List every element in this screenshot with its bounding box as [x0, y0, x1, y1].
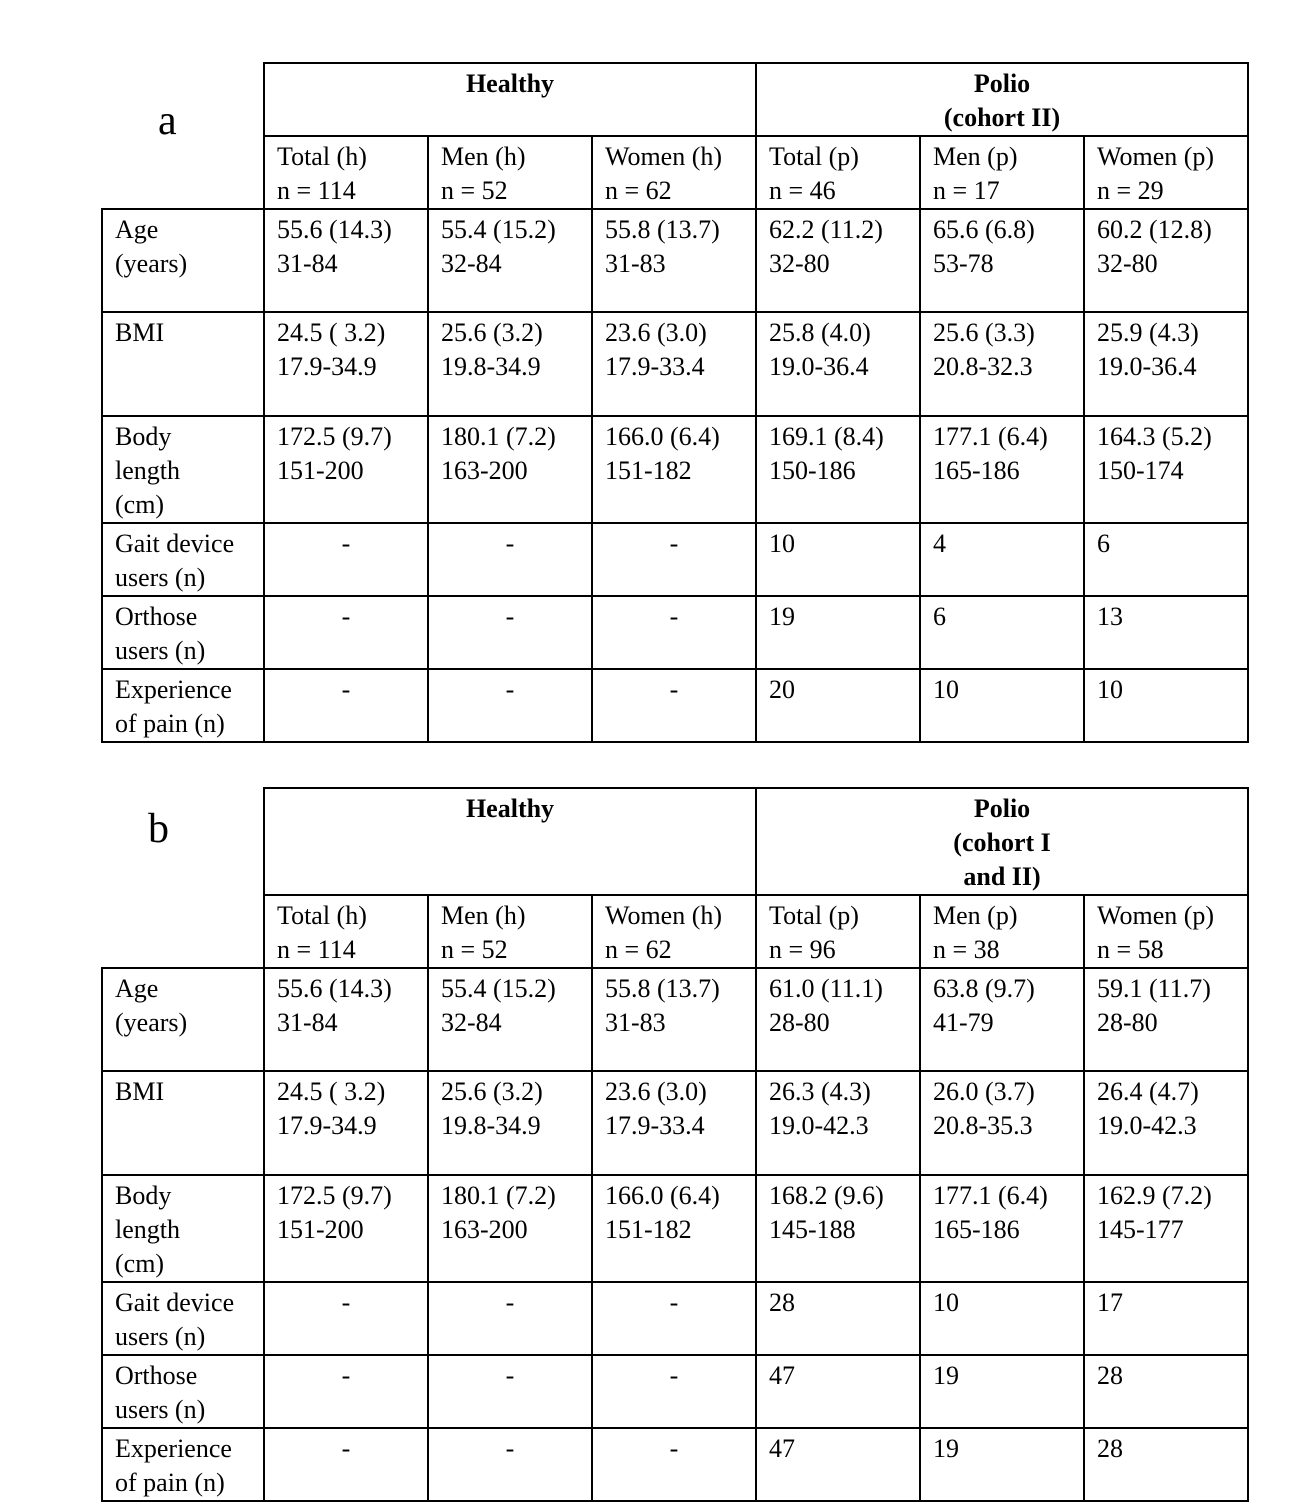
cell-line: 24.5 ( 3.2)	[277, 1077, 386, 1106]
table-cell	[920, 669, 1084, 742]
corner-cell	[102, 895, 264, 968]
row-label	[102, 669, 264, 742]
cell-line: -	[669, 602, 679, 631]
table-cell	[428, 1071, 592, 1175]
column-label: Men (h)	[441, 901, 526, 930]
cell-line: -	[669, 1361, 679, 1390]
table-cell	[264, 1175, 428, 1282]
cell-line: 19.0-42.3	[1097, 1111, 1197, 1140]
table-cell	[756, 1428, 920, 1501]
panel-letter: a	[158, 98, 177, 144]
cell-line: 20	[769, 675, 796, 704]
cell-line: 17.9-34.9	[277, 352, 377, 381]
column-n: n = 114	[277, 935, 356, 964]
cell-line: of pain (n)	[115, 709, 225, 738]
table-cell	[756, 1355, 920, 1428]
cell-line: 41-79	[933, 1008, 994, 1037]
table-cell	[592, 523, 756, 596]
cell-line: 19	[933, 1434, 960, 1463]
row-label	[102, 596, 264, 669]
table-cell	[592, 1355, 756, 1428]
cell-line: of pain (n)	[115, 1468, 225, 1497]
cell-line: 32-80	[1097, 249, 1158, 278]
cell-line: 25.9 (4.3)	[1097, 318, 1199, 347]
cell-line: 13	[1097, 602, 1124, 631]
cell-line: and II)	[963, 862, 1041, 891]
cell-line: 166.0 (6.4)	[605, 1181, 720, 1210]
cell-line: 180.1 (7.2)	[441, 1181, 556, 1210]
cell-line: 25.6 (3.2)	[441, 1077, 543, 1106]
cell-line: 6	[933, 602, 947, 631]
cell-line: 17.9-34.9	[277, 1111, 377, 1140]
table-cell	[1084, 1428, 1248, 1501]
cell-line: 25.6 (3.3)	[933, 318, 1035, 347]
row-label	[102, 1175, 264, 1282]
table-cell	[920, 1428, 1084, 1501]
table-row	[102, 596, 1248, 669]
column-header	[756, 136, 920, 209]
cell-line: 20.8-32.3	[933, 352, 1033, 381]
cell-line: Age	[115, 974, 159, 1003]
row-label	[102, 209, 264, 312]
cell-line: -	[505, 602, 515, 631]
row-label	[102, 312, 264, 416]
table-cell	[264, 523, 428, 596]
cell-line: Orthose	[115, 1361, 198, 1390]
column-label: Men (p)	[933, 901, 1018, 930]
panel-letter: b	[148, 806, 169, 852]
row-label	[102, 1071, 264, 1175]
column-header	[1084, 136, 1248, 209]
cell-line: 19.0-42.3	[769, 1111, 869, 1140]
table-cell	[592, 312, 756, 416]
cell-line: Gait device	[115, 1288, 235, 1317]
cell-line: 151-200	[277, 1215, 364, 1244]
cell-line: 180.1 (7.2)	[441, 422, 556, 451]
column-n: n = 38	[933, 935, 1000, 964]
cell-line: -	[669, 675, 679, 704]
cell-line: -	[505, 675, 515, 704]
cell-line: 165-186	[933, 1215, 1020, 1244]
cell-line: 32-80	[769, 249, 830, 278]
group-header-row	[102, 63, 1248, 136]
cell-line: 19.0-36.4	[1097, 352, 1197, 381]
table-cell	[428, 968, 592, 1071]
column-header	[428, 895, 592, 968]
cell-line: 150-174	[1097, 456, 1184, 485]
cell-line: 163-200	[441, 1215, 528, 1244]
table-cell	[428, 209, 592, 312]
column-header	[920, 895, 1084, 968]
cell-line: 26.0 (3.7)	[933, 1077, 1035, 1106]
table-cell	[920, 1175, 1084, 1282]
cell-line: 172.5 (9.7)	[277, 422, 392, 451]
cell-line: 17.9-33.4	[605, 1111, 705, 1140]
table-cell	[592, 596, 756, 669]
demographics-table	[101, 62, 1249, 743]
column-n: n = 52	[441, 176, 508, 205]
cell-line: Body	[115, 1181, 172, 1210]
cell-line: -	[669, 1288, 679, 1317]
cell-line: Age	[115, 215, 159, 244]
cell-line: 172.5 (9.7)	[277, 1181, 392, 1210]
cell-line: 19	[769, 602, 796, 631]
table-row	[102, 416, 1248, 523]
cell-line: 150-186	[769, 456, 856, 485]
column-n: n = 58	[1097, 935, 1164, 964]
table-cell	[264, 968, 428, 1071]
table-cell	[1084, 312, 1248, 416]
cell-line: Gait device	[115, 529, 235, 558]
table-cell	[756, 1175, 920, 1282]
table-cell	[920, 968, 1084, 1071]
cell-line: 26.4 (4.7)	[1097, 1077, 1199, 1106]
column-header	[428, 136, 592, 209]
cell-line: 19.8-34.9	[441, 1111, 541, 1140]
cell-line: 10	[933, 675, 960, 704]
cell-line: 63.8 (9.7)	[933, 974, 1035, 1003]
table-cell	[264, 669, 428, 742]
cell-line: 55.6 (14.3)	[277, 215, 392, 244]
cell-line: 28-80	[1097, 1008, 1158, 1037]
table-cell	[756, 596, 920, 669]
table-cell	[428, 312, 592, 416]
column-n: n = 62	[605, 176, 672, 205]
table-cell	[756, 1282, 920, 1355]
table-cell	[592, 1071, 756, 1175]
cell-line: -	[341, 1288, 351, 1317]
table-cell	[756, 968, 920, 1071]
table-cell	[592, 669, 756, 742]
corner-cell	[102, 63, 264, 136]
cell-line: -	[505, 1434, 515, 1463]
cell-line: 163-200	[441, 456, 528, 485]
cell-line: length	[115, 1215, 180, 1244]
cell-line: BMI	[115, 1077, 165, 1106]
cell-line: users (n)	[115, 1322, 206, 1351]
column-label: Women (h)	[605, 901, 723, 930]
cell-line: 17.9-33.4	[605, 352, 705, 381]
table-cell	[428, 596, 592, 669]
cell-line: -	[669, 1434, 679, 1463]
table-row	[102, 312, 1248, 416]
corner-cell	[102, 136, 264, 209]
cell-line: Polio	[973, 794, 1031, 823]
table-cell	[756, 416, 920, 523]
table-row	[102, 523, 1248, 596]
cell-line: 28-80	[769, 1008, 830, 1037]
column-label: Total (p)	[769, 901, 859, 930]
table-row	[102, 1282, 1248, 1355]
cell-line: -	[505, 529, 515, 558]
table-cell	[756, 312, 920, 416]
table-cell	[428, 1355, 592, 1428]
column-n: n = 62	[605, 935, 672, 964]
table-cell	[920, 416, 1084, 523]
row-label	[102, 523, 264, 596]
table-cell	[264, 1355, 428, 1428]
table-cell	[264, 416, 428, 523]
column-n: n = 114	[277, 176, 356, 205]
cell-line: 6	[1097, 529, 1111, 558]
cell-line: Experience	[115, 675, 232, 704]
cell-line: 145-188	[769, 1215, 856, 1244]
column-label: Total (h)	[277, 901, 367, 930]
cell-line: 31-84	[277, 249, 338, 278]
cell-line: 19.8-34.9	[441, 352, 541, 381]
row-label	[102, 968, 264, 1071]
table-cell	[920, 209, 1084, 312]
table-cell	[1084, 1175, 1248, 1282]
table-cell	[1084, 523, 1248, 596]
column-label: Total (p)	[769, 142, 859, 171]
table-cell	[1084, 968, 1248, 1071]
cell-line: 23.6 (3.0)	[605, 1077, 707, 1106]
cell-line: 25.6 (3.2)	[441, 318, 543, 347]
cell-line: -	[341, 602, 351, 631]
cell-line: 177.1 (6.4)	[933, 422, 1048, 451]
column-label: Women (h)	[605, 142, 723, 171]
table-cell	[592, 416, 756, 523]
cell-line: 17	[1097, 1288, 1124, 1317]
cell-line: -	[505, 1361, 515, 1390]
column-label: Men (p)	[933, 142, 1018, 171]
table-row	[102, 209, 1248, 312]
cell-line: Healthy	[465, 69, 555, 98]
cell-line: (years)	[115, 249, 188, 278]
cell-line: 31-83	[605, 249, 666, 278]
cell-line: 31-84	[277, 1008, 338, 1037]
cell-line: 145-177	[1097, 1215, 1184, 1244]
table-cell	[592, 1428, 756, 1501]
cell-line: 55.4 (15.2)	[441, 974, 556, 1003]
cell-line: 32-84	[441, 1008, 502, 1037]
table-cell	[756, 1071, 920, 1175]
cell-line: -	[505, 1288, 515, 1317]
group-header-polio	[756, 788, 1248, 895]
cell-line: BMI	[115, 318, 165, 347]
table-cell	[428, 1282, 592, 1355]
cell-line: 55.6 (14.3)	[277, 974, 392, 1003]
table-cell	[264, 1282, 428, 1355]
cell-line: 47	[769, 1361, 796, 1390]
table-row	[102, 1175, 1248, 1282]
cell-line: 165-186	[933, 456, 1020, 485]
table-row	[102, 669, 1248, 742]
cell-line: 59.1 (11.7)	[1097, 974, 1211, 1003]
table-cell	[756, 523, 920, 596]
table-cell	[592, 209, 756, 312]
cell-line: -	[341, 1434, 351, 1463]
column-header-row	[102, 136, 1248, 209]
table-cell	[592, 968, 756, 1071]
table-cell	[920, 312, 1084, 416]
table-cell	[428, 1175, 592, 1282]
cell-line: Experience	[115, 1434, 232, 1463]
cell-line: (cohort II)	[943, 103, 1061, 132]
group-header-healthy	[264, 788, 756, 895]
cell-line: 24.5 ( 3.2)	[277, 318, 386, 347]
cell-line: 25.8 (4.0)	[769, 318, 871, 347]
column-header	[756, 895, 920, 968]
cell-line: 177.1 (6.4)	[933, 1181, 1048, 1210]
table-cell	[428, 1428, 592, 1501]
table-cell	[1084, 1071, 1248, 1175]
column-header	[920, 136, 1084, 209]
cell-line: 169.1 (8.4)	[769, 422, 884, 451]
column-n: n = 96	[769, 935, 836, 964]
table-cell	[1084, 596, 1248, 669]
cell-line: 55.8 (13.7)	[605, 215, 720, 244]
demographics-table	[101, 787, 1249, 1502]
cell-line: 60.2 (12.8)	[1097, 215, 1212, 244]
cell-line: (cohort I	[953, 828, 1051, 857]
cell-line: 55.8 (13.7)	[605, 974, 720, 1003]
table-cell	[264, 209, 428, 312]
cell-line: 4	[933, 529, 947, 558]
table-cell	[920, 1355, 1084, 1428]
row-label	[102, 1355, 264, 1428]
table-cell	[1084, 1355, 1248, 1428]
column-label: Men (h)	[441, 142, 526, 171]
column-header	[592, 895, 756, 968]
column-n: n = 52	[441, 935, 508, 964]
cell-line: 166.0 (6.4)	[605, 422, 720, 451]
corner-cell	[102, 788, 264, 895]
cell-line: 168.2 (9.6)	[769, 1181, 884, 1210]
cell-line: 32-84	[441, 249, 502, 278]
table-cell	[264, 312, 428, 416]
cell-line: -	[341, 1361, 351, 1390]
column-label: Women (p)	[1097, 901, 1215, 930]
table-cell	[264, 596, 428, 669]
group-header-row	[102, 788, 1248, 895]
cell-line: users (n)	[115, 563, 206, 592]
cell-line: 10	[769, 529, 796, 558]
table-cell	[592, 1282, 756, 1355]
table-cell	[920, 523, 1084, 596]
cell-line: -	[669, 529, 679, 558]
cell-line: 151-182	[605, 1215, 692, 1244]
cell-line: (cm)	[115, 1249, 165, 1278]
table-cell	[428, 669, 592, 742]
table-cell	[428, 523, 592, 596]
table-row	[102, 1071, 1248, 1175]
column-n: n = 17	[933, 176, 1000, 205]
group-header-healthy	[264, 63, 756, 136]
column-header	[592, 136, 756, 209]
table-cell	[1084, 1282, 1248, 1355]
table-cell	[264, 1071, 428, 1175]
cell-line: 162.9 (7.2)	[1097, 1181, 1212, 1210]
cell-line: Polio	[973, 69, 1031, 98]
cell-line: 10	[933, 1288, 960, 1317]
cell-line: 28	[1097, 1434, 1124, 1463]
column-n: n = 29	[1097, 176, 1164, 205]
cell-line: 26.3 (4.3)	[769, 1077, 871, 1106]
cell-line: 31-83	[605, 1008, 666, 1037]
row-label	[102, 1282, 264, 1355]
cell-line: Orthose	[115, 602, 198, 631]
table-cell	[592, 1175, 756, 1282]
cell-line: 19.0-36.4	[769, 352, 869, 381]
column-header	[264, 136, 428, 209]
table-cell	[264, 1428, 428, 1501]
cell-line: Healthy	[465, 794, 555, 823]
table-cell	[920, 1071, 1084, 1175]
cell-line: 19	[933, 1361, 960, 1390]
row-label	[102, 416, 264, 523]
column-header-row	[102, 895, 1248, 968]
table-cell	[920, 596, 1084, 669]
cell-line: 55.4 (15.2)	[441, 215, 556, 244]
table-row	[102, 968, 1248, 1071]
cell-line: length	[115, 456, 180, 485]
column-header	[1084, 895, 1248, 968]
cell-line: Body	[115, 422, 172, 451]
column-n: n = 46	[769, 176, 836, 205]
cell-line: 164.3 (5.2)	[1097, 422, 1212, 451]
cell-line: users (n)	[115, 1395, 206, 1424]
column-label: Women (p)	[1097, 142, 1215, 171]
cell-line: 20.8-35.3	[933, 1111, 1033, 1140]
cell-line: 28	[1097, 1361, 1124, 1390]
cell-line: 47	[769, 1434, 796, 1463]
row-label	[102, 1428, 264, 1501]
cell-line: 61.0 (11.1)	[769, 974, 883, 1003]
cell-line: 151-182	[605, 456, 692, 485]
table-cell	[428, 416, 592, 523]
table-cell	[756, 669, 920, 742]
cell-line: 10	[1097, 675, 1124, 704]
column-label: Total (h)	[277, 142, 367, 171]
cell-line: 151-200	[277, 456, 364, 485]
table-cell	[920, 1282, 1084, 1355]
cell-line: users (n)	[115, 636, 206, 665]
column-header	[264, 895, 428, 968]
cell-line: 23.6 (3.0)	[605, 318, 707, 347]
group-header-polio	[756, 63, 1248, 136]
table-cell	[1084, 416, 1248, 523]
cell-line: 62.2 (11.2)	[769, 215, 883, 244]
cell-line: (years)	[115, 1008, 188, 1037]
cell-line: (cm)	[115, 490, 165, 519]
cell-line: -	[341, 529, 351, 558]
table-cell	[756, 209, 920, 312]
cell-line: 28	[769, 1288, 796, 1317]
table-cell	[1084, 669, 1248, 742]
cell-line: 53-78	[933, 249, 994, 278]
cell-line: -	[341, 675, 351, 704]
table-row	[102, 1355, 1248, 1428]
table-row	[102, 1428, 1248, 1501]
cell-line: 65.6 (6.8)	[933, 215, 1035, 244]
table-cell	[1084, 209, 1248, 312]
